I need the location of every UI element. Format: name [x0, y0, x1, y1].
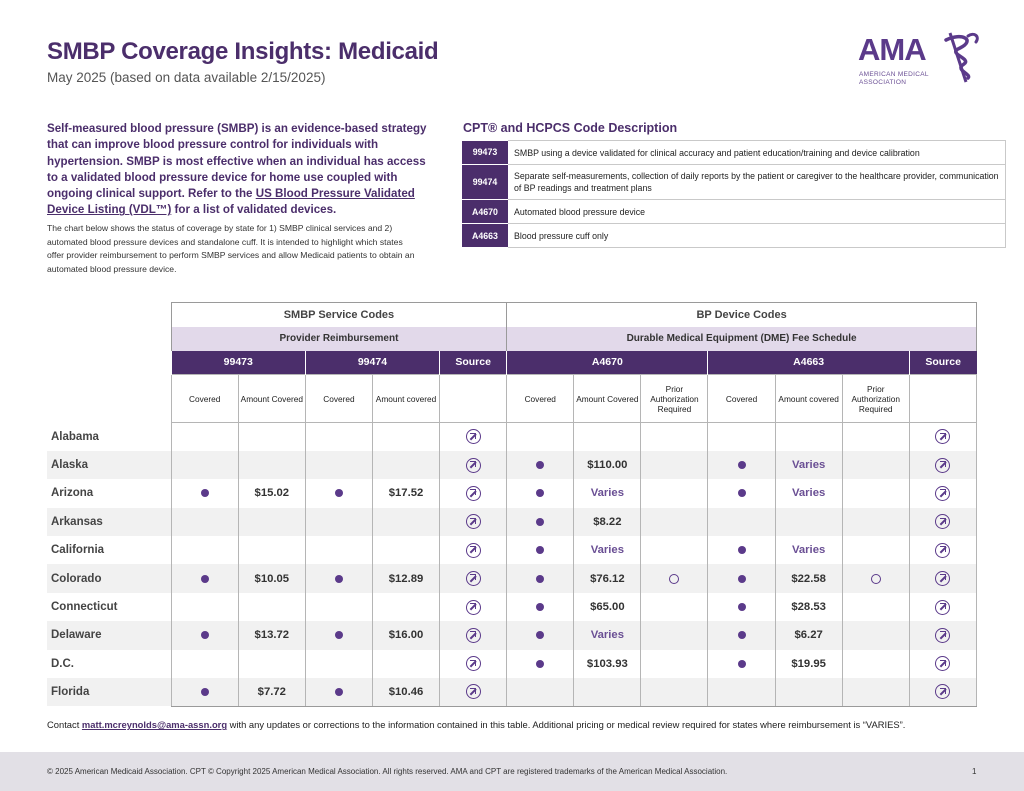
external-link-icon[interactable] — [466, 600, 481, 615]
external-link-icon[interactable] — [466, 486, 481, 501]
covered-cell — [507, 451, 574, 479]
covered-dot-icon — [335, 631, 343, 639]
source-link[interactable] — [909, 564, 976, 592]
external-link-icon[interactable] — [935, 628, 950, 643]
intro-paragraph: Self-measured blood pressure (SMBP) is an evidence-based strategy that can improve blood pressure control for individuals with hypertension. SMBP is most effective when an individual has access to a validated blood pressure device for home use coupled with ongoing clinical support. Refer to the US Blood Pressure Validated Device Listing (VDL™) for a list of validated devices. — [47, 122, 427, 217]
dme-fee-schedule-header: Durable Medical Equipment (DME) Fee Schedule — [507, 327, 977, 351]
source-link[interactable] — [909, 593, 976, 621]
source-link[interactable] — [909, 678, 976, 706]
covered-cell — [507, 479, 574, 507]
state-row — [47, 451, 977, 479]
source-link[interactable] — [440, 508, 507, 536]
amount-cell — [238, 536, 305, 564]
external-link-icon[interactable] — [935, 656, 950, 671]
amount-cell — [775, 423, 842, 451]
code-description-title: CPT® and HCPCS Code Description — [463, 121, 678, 135]
amount-cell: Varies — [574, 479, 641, 507]
state-name: Arizona — [51, 487, 94, 500]
amount-cell: $65.00 — [574, 593, 641, 621]
covered-cell — [171, 564, 238, 592]
description-cell: Separate self-measurements, collection of daily reports by the patient or caregiver to the healthcare provider, communication of BP readings and treatment plans — [508, 165, 1006, 200]
covered-cell — [171, 423, 238, 451]
code-cell: 99473 — [462, 141, 508, 165]
external-link-icon[interactable] — [466, 628, 481, 643]
source-link[interactable] — [909, 508, 976, 536]
source-link[interactable] — [440, 650, 507, 678]
covered-cell — [305, 508, 372, 536]
prior-auth-cell — [641, 678, 708, 706]
prior-auth-cell — [842, 621, 909, 649]
covered-dot-icon — [536, 575, 544, 583]
covered-dot-icon — [738, 461, 746, 469]
source-link[interactable] — [909, 479, 976, 507]
covered-dot-icon — [536, 631, 544, 639]
amount-cell — [372, 593, 439, 621]
amount-cell: $22.58 — [775, 564, 842, 592]
external-link-icon[interactable] — [935, 600, 950, 615]
covered-dot-icon — [738, 660, 746, 668]
covered-cell — [507, 678, 574, 706]
external-link-icon[interactable] — [935, 429, 950, 444]
covered-cell — [171, 479, 238, 507]
code-a4670-header: A4670 — [507, 351, 708, 375]
covered-cell — [171, 536, 238, 564]
external-link-icon[interactable] — [466, 684, 481, 699]
covered-cell — [507, 536, 574, 564]
prior-auth-cell — [842, 678, 909, 706]
state-name: D.C. — [51, 657, 74, 670]
amount-cell — [238, 593, 305, 621]
amount-cell: $6.27 — [775, 621, 842, 649]
prior-auth-ring-icon — [669, 574, 679, 584]
covered-dot-icon — [201, 631, 209, 639]
amount-cell — [574, 678, 641, 706]
state-row — [47, 479, 977, 507]
code-99474-header: 99474 — [305, 351, 439, 375]
prior-auth-cell — [641, 479, 708, 507]
col-source — [909, 375, 976, 423]
amount-cell: Varies — [574, 536, 641, 564]
state-row — [47, 593, 977, 621]
covered-cell — [305, 593, 372, 621]
code-cell: A4663 — [462, 224, 508, 248]
code-a4663-header: A4663 — [708, 351, 909, 375]
col-amount-covered: Amount Covered — [238, 375, 305, 423]
amount-cell — [372, 508, 439, 536]
covered-cell — [708, 508, 775, 536]
prior-auth-cell — [641, 451, 708, 479]
col-source — [440, 375, 507, 423]
covered-cell — [708, 423, 775, 451]
external-link-icon[interactable] — [466, 571, 481, 586]
prior-auth-cell — [641, 536, 708, 564]
state-row — [47, 678, 977, 706]
covered-dot-icon — [536, 518, 544, 526]
amount-cell: $8.22 — [574, 508, 641, 536]
smbp-service-codes-header: SMBP Service Codes — [171, 303, 507, 327]
covered-dot-icon — [738, 575, 746, 583]
prior-auth-cell — [842, 536, 909, 564]
prior-auth-cell — [641, 564, 708, 592]
prior-auth-cell — [842, 508, 909, 536]
amount-cell: $7.72 — [238, 678, 305, 706]
external-link-icon[interactable] — [466, 543, 481, 558]
source-link[interactable] — [909, 621, 976, 649]
covered-cell — [305, 650, 372, 678]
external-link-icon[interactable] — [935, 514, 950, 529]
coverage-table — [47, 302, 977, 707]
covered-cell — [507, 508, 574, 536]
amount-cell — [372, 536, 439, 564]
covered-cell — [171, 508, 238, 536]
amount-cell: Varies — [775, 479, 842, 507]
covered-dot-icon — [536, 461, 544, 469]
covered-dot-icon — [201, 688, 209, 696]
prior-auth-cell — [641, 423, 708, 451]
amount-cell — [574, 423, 641, 451]
covered-dot-icon — [201, 575, 209, 583]
prior-auth-cell — [641, 593, 708, 621]
amount-cell: $15.02 — [238, 479, 305, 507]
covered-cell — [507, 423, 574, 451]
code-cell: 99474 — [462, 165, 508, 200]
covered-dot-icon — [536, 546, 544, 554]
amount-cell — [372, 423, 439, 451]
covered-cell — [171, 593, 238, 621]
covered-cell — [507, 593, 574, 621]
col-covered: Covered — [708, 375, 775, 423]
prior-auth-cell — [842, 479, 909, 507]
source-link[interactable] — [909, 650, 976, 678]
source-link[interactable] — [440, 423, 507, 451]
prior-auth-cell — [842, 423, 909, 451]
chart-explanation: The chart below shows the status of coverage by state for 1) SMBP clinical services and 2) automated blood pressure devices and standalone cuff. It is intended to highlight which states offer provider reimbursement to perform SMBP services and allow Medicaid patients to obtain an automated blood pressure device. — [47, 223, 415, 274]
amount-cell: Varies — [775, 536, 842, 564]
staff-of-asclepius-icon — [942, 30, 982, 85]
external-link-icon[interactable] — [466, 458, 481, 473]
external-link-icon[interactable] — [935, 571, 950, 586]
contact-email-link[interactable]: matt.mcreynolds@ama-assn.org — [81, 719, 228, 730]
state-row — [47, 536, 977, 564]
covered-cell — [171, 678, 238, 706]
state-row — [47, 508, 977, 536]
col-amount-covered: Amount Covered — [574, 375, 641, 423]
state-name: Colorado — [47, 564, 171, 592]
state-name: Arkansas — [47, 508, 171, 536]
external-link-icon[interactable] — [935, 486, 950, 501]
covered-cell — [507, 650, 574, 678]
col-prior-authorization: Prior Authorization Required — [641, 375, 708, 423]
amount-cell: $110.00 — [574, 451, 641, 479]
covered-cell — [305, 451, 372, 479]
source-link[interactable] — [440, 678, 507, 706]
code-description-table — [462, 140, 1006, 248]
prior-auth-ring-icon — [871, 574, 881, 584]
covered-dot-icon — [335, 489, 343, 497]
covered-cell — [507, 621, 574, 649]
state-name: Connecticut — [51, 601, 118, 614]
description-cell: SMBP using a device validated for clinical accuracy and patient education/training and device calibration — [508, 141, 1006, 165]
amount-cell: Varies — [775, 451, 842, 479]
covered-dot-icon — [738, 631, 746, 639]
covered-dot-icon — [536, 489, 544, 497]
device-source-header: Source — [909, 351, 976, 375]
covered-cell — [708, 479, 775, 507]
bp-device-codes-header: BP Device Codes — [507, 303, 977, 327]
prior-auth-cell — [842, 593, 909, 621]
covered-cell — [305, 621, 372, 649]
prior-auth-cell — [842, 451, 909, 479]
external-link-icon[interactable] — [935, 684, 950, 699]
covered-dot-icon — [536, 603, 544, 611]
covered-cell — [708, 650, 775, 678]
prior-auth-cell — [641, 621, 708, 649]
logo-wordmark: AMA — [858, 32, 926, 67]
covered-cell — [171, 650, 238, 678]
col-covered: Covered — [305, 375, 372, 423]
source-link[interactable] — [440, 479, 507, 507]
covered-cell — [171, 451, 238, 479]
amount-cell — [775, 508, 842, 536]
code-row — [462, 141, 1006, 165]
prior-auth-cell — [842, 564, 909, 592]
col-amount-covered: Amount covered — [372, 375, 439, 423]
external-link-icon[interactable] — [466, 429, 481, 444]
covered-cell — [305, 479, 372, 507]
covered-cell — [305, 536, 372, 564]
state-row — [47, 621, 977, 649]
prior-auth-cell — [641, 650, 708, 678]
covered-cell — [708, 451, 775, 479]
prior-auth-cell — [641, 508, 708, 536]
covered-cell — [708, 564, 775, 592]
amount-cell: $13.72 — [238, 621, 305, 649]
col-prior-authorization: Prior Authorization Required — [842, 375, 909, 423]
amount-cell: $19.95 — [775, 650, 842, 678]
amount-cell — [775, 678, 842, 706]
covered-cell — [708, 621, 775, 649]
code-row — [462, 200, 1006, 224]
copyright-text: © 2025 American Medicaid Association. CPT © Copyright 2025 American Medical Association. All rights reserved. AMA and CPT are registered trademarks of the American Medical Association. — [47, 767, 728, 776]
col-covered: Covered — [171, 375, 238, 423]
code-row — [462, 165, 1006, 200]
page-footer — [0, 752, 1024, 791]
source-link[interactable] — [440, 593, 507, 621]
amount-cell: $16.00 — [372, 621, 439, 649]
source-link[interactable] — [909, 451, 976, 479]
code-99473-header: 99473 — [171, 351, 305, 375]
amount-cell — [372, 650, 439, 678]
vdl-link[interactable]: US Blood Pressure Validated Device Listing (VDL™) — [47, 187, 415, 217]
external-link-icon[interactable] — [935, 458, 950, 473]
source-link[interactable] — [440, 564, 507, 592]
amount-cell: $103.93 — [574, 650, 641, 678]
logo-subtitle: AMERICAN MEDICAL ASSOCIATION — [859, 71, 929, 86]
state-row — [47, 564, 977, 592]
amount-cell — [238, 650, 305, 678]
covered-dot-icon — [335, 575, 343, 583]
ama-logo — [858, 30, 988, 88]
amount-cell: $28.53 — [775, 593, 842, 621]
source-link[interactable] — [440, 451, 507, 479]
contact-note: Contact matt.mcreynolds@ama-assn.org with any updates or corrections to the information contained in this table. Additional pricing or medical review required for states where reimbursement is “VARIES”. — [47, 719, 906, 730]
amount-cell — [238, 508, 305, 536]
amount-cell: Varies — [574, 621, 641, 649]
state-name: Florida — [47, 678, 171, 706]
covered-cell — [708, 536, 775, 564]
covered-cell — [171, 621, 238, 649]
code-cell: A4670 — [462, 200, 508, 224]
provider-reimbursement-header: Provider Reimbursement — [171, 327, 507, 351]
covered-cell — [305, 678, 372, 706]
state-name: Alabama — [51, 430, 99, 443]
state-name: Delaware — [47, 621, 171, 649]
external-link-icon[interactable] — [466, 514, 481, 529]
covered-dot-icon — [201, 489, 209, 497]
amount-cell — [238, 451, 305, 479]
source-link[interactable] — [440, 621, 507, 649]
description-cell: Blood pressure cuff only — [508, 224, 1006, 248]
covered-cell — [708, 678, 775, 706]
source-link[interactable] — [909, 536, 976, 564]
covered-cell — [305, 423, 372, 451]
source-link[interactable] — [440, 536, 507, 564]
state-row — [47, 650, 977, 678]
code-row — [462, 224, 1006, 248]
col-covered: Covered — [507, 375, 574, 423]
amount-cell: $76.12 — [574, 564, 641, 592]
covered-cell — [305, 564, 372, 592]
covered-dot-icon — [738, 603, 746, 611]
state-name: California — [51, 544, 105, 557]
prior-auth-cell — [842, 650, 909, 678]
amount-cell — [372, 451, 439, 479]
covered-cell — [507, 564, 574, 592]
covered-cell — [708, 593, 775, 621]
amount-cell: $10.05 — [238, 564, 305, 592]
page-subtitle: May 2025 (based on data available 2/15/2025) — [47, 70, 326, 85]
state-row — [47, 423, 977, 451]
state-name: Alaska — [47, 451, 171, 479]
page-number: 1 — [972, 767, 977, 776]
description-cell: Automated blood pressure device — [508, 200, 1006, 224]
page-title: SMBP Coverage Insights: Medicaid — [47, 38, 439, 65]
amount-cell: $10.46 — [372, 678, 439, 706]
amount-cell: $12.89 — [372, 564, 439, 592]
amount-cell — [238, 423, 305, 451]
col-amount-covered: Amount covered — [775, 375, 842, 423]
covered-dot-icon — [738, 546, 746, 554]
external-link-icon[interactable] — [466, 656, 481, 671]
covered-dot-icon — [738, 489, 746, 497]
service-source-header: Source — [440, 351, 507, 375]
covered-dot-icon — [536, 660, 544, 668]
source-link[interactable] — [909, 423, 976, 451]
external-link-icon[interactable] — [935, 543, 950, 558]
covered-dot-icon — [335, 688, 343, 696]
amount-cell: $17.52 — [372, 479, 439, 507]
